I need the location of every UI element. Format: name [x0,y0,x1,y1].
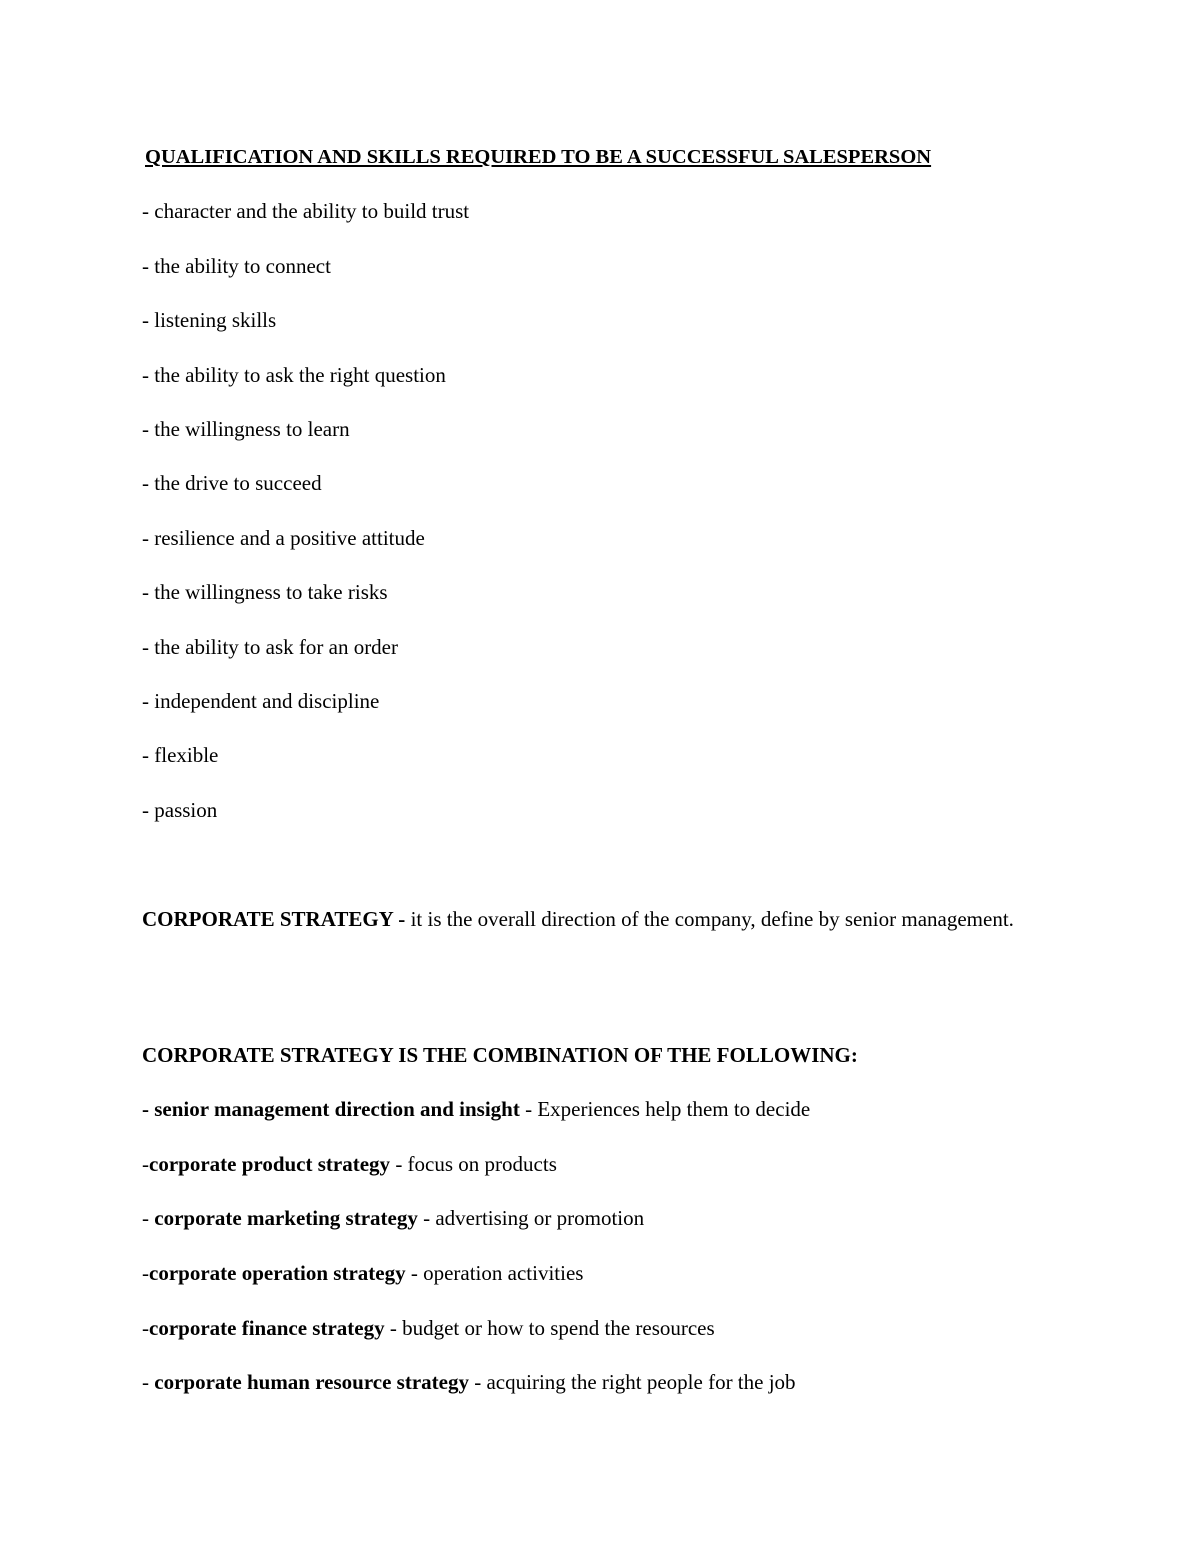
combination-heading: CORPORATE STRATEGY IS THE COMBINATION OF THE FOLLOWING: [142,1043,858,1067]
qualification-item: - the drive to succeed [142,471,322,495]
component-term: corporate marketing strategy [154,1206,418,1230]
component-term: corporate product strategy [149,1152,391,1176]
qualification-item: - passion [142,798,218,822]
qualification-item: - the willingness to learn [142,417,350,441]
component-prefix: - [142,1206,155,1230]
component-term: corporate human resource strategy [154,1370,469,1394]
strategy-component [142,1151,557,1178]
qualification-item: - the ability to connect [142,254,331,278]
qualification-item: - listening skills [142,308,277,332]
component-prefix: - [142,1316,149,1340]
component-prefix: - [142,1097,155,1121]
component-description: - operation activities [405,1261,584,1285]
corporate-strategy-text: it is the overall direction of the company, define by senior management. [410,907,1014,931]
component-description: - advertising or promotion [417,1206,645,1230]
component-prefix: - [142,1370,155,1394]
qualification-item: - character and the ability to build trust [142,199,470,223]
qualification-item: - the ability to ask the right question [142,363,446,387]
component-description: - acquiring the right people for the job [468,1370,796,1394]
strategy-component [142,1315,715,1342]
component-term: senior management direction and insight [154,1097,520,1121]
qualification-item: - independent and discipline [142,689,380,713]
qualification-item: - resilience and a positive attitude [142,526,425,550]
component-term: corporate operation strategy [149,1261,406,1285]
document-title: QUALIFICATION AND SKILLS REQUIRED TO BE A SUCCESSFUL SALESPERSON [145,146,932,168]
qualification-item: - the willingness to take risks [142,580,388,604]
strategy-component [142,1369,796,1396]
corporate-strategy-term: CORPORATE STRATEGY - [142,907,411,931]
strategy-component [142,1260,583,1287]
qualification-item: - flexible [142,743,219,767]
component-prefix: - [142,1261,149,1285]
strategy-component [142,1205,644,1232]
component-description: - budget or how to spend the resources [384,1316,715,1340]
component-description: - Experiences help them to decide [519,1097,811,1121]
component-prefix: - [142,1152,149,1176]
component-term: corporate finance strategy [149,1316,385,1340]
strategy-component [142,1096,810,1123]
qualification-item: - the ability to ask for an order [142,635,398,659]
corporate-strategy-definition [142,905,1022,933]
component-description: - focus on products [390,1152,557,1176]
